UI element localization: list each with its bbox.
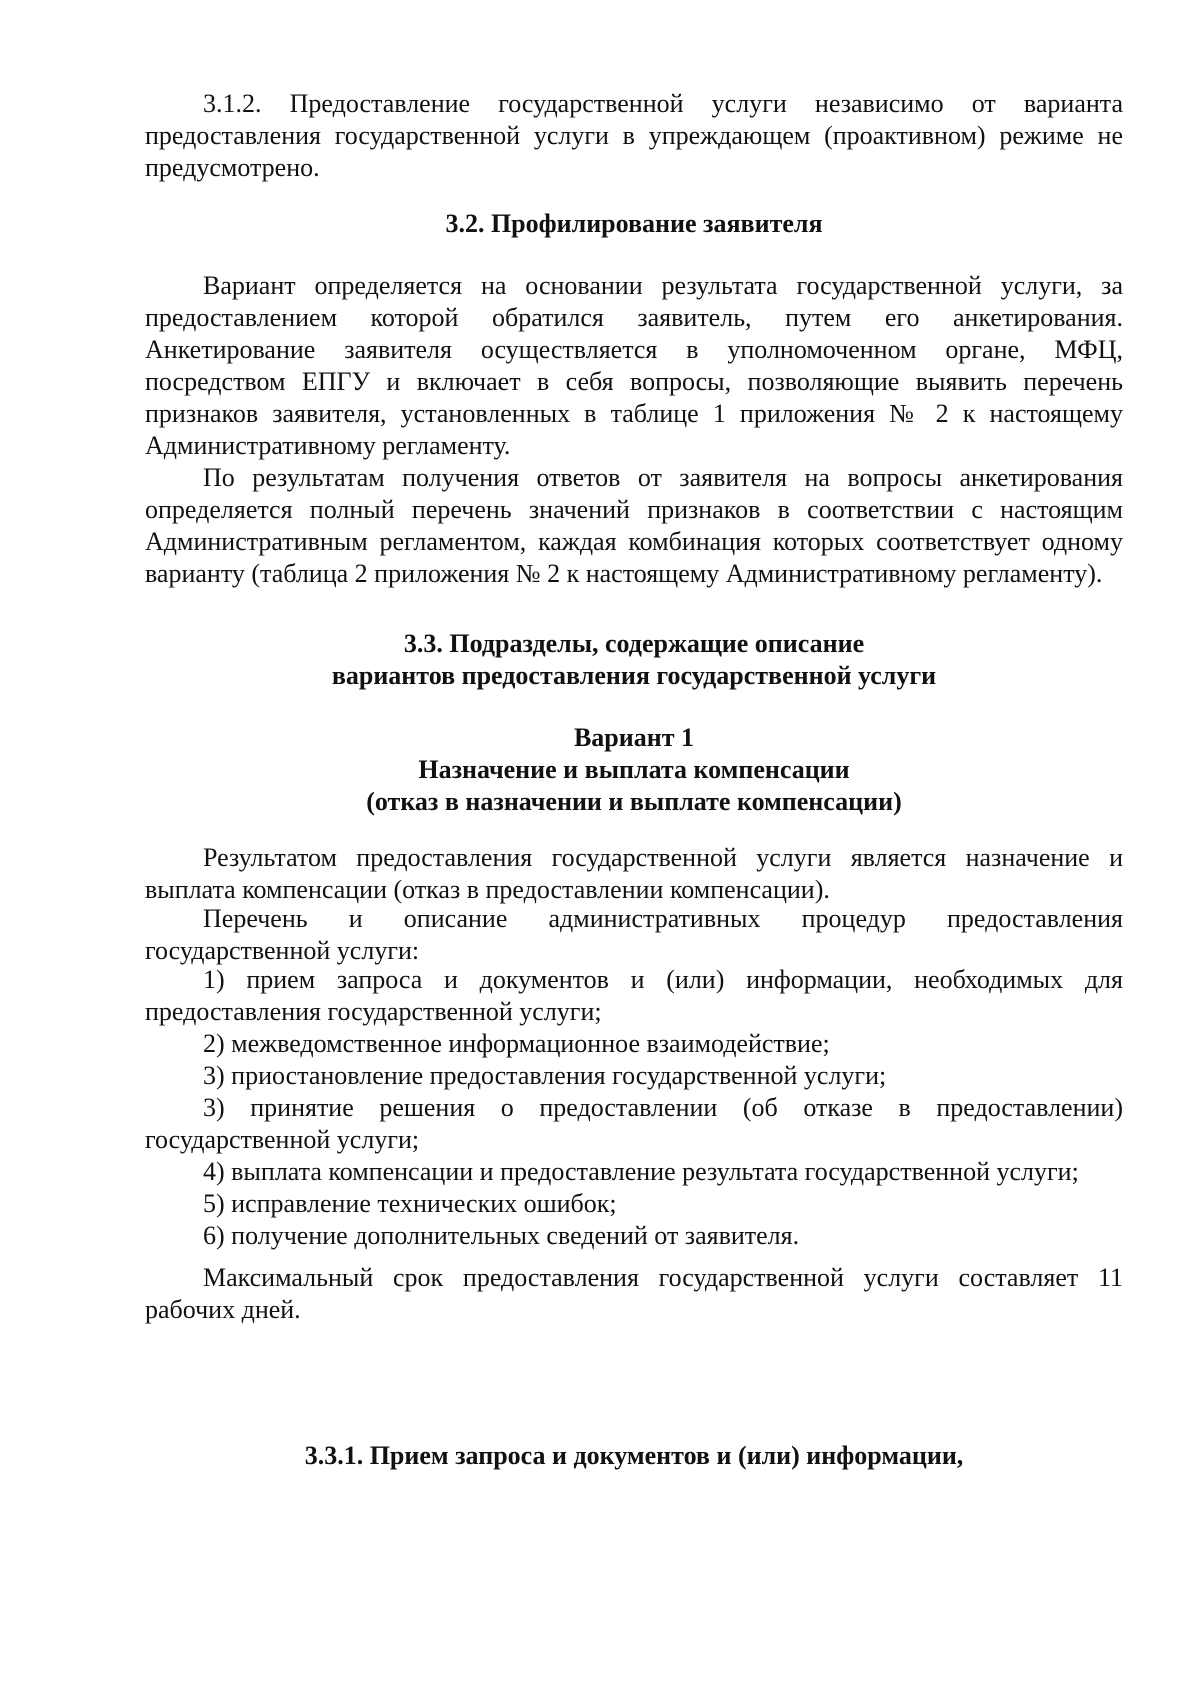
paragraph-list-intro: Перечень и описание административных процедур предоставления государственной услуги:: [145, 904, 1123, 965]
paragraph-3-1-2: 3.1.2. Предоставление государственной услуги независимо от варианта предоставления государственной услуги в упреждающем (проактивном) режиме не предусмотрено.: [145, 89, 1123, 182]
heading-3-3-line2: вариантов предоставления государственной услуги: [331, 661, 937, 690]
list-item: 6) получение дополнительных сведений от заявителя.: [203, 1221, 800, 1250]
heading-3-2: 3.2. Профилирование заявителя: [445, 209, 823, 238]
list-item: 5) исправление технических ошибок;: [203, 1189, 617, 1218]
heading-3-3: [145, 628, 1123, 692]
heading-3-3-line1: 3.3. Подразделы, содержащие описание: [403, 629, 865, 658]
paragraph-3-2-a: Вариант определяется на основании результата государственной услуги, за предоставлением которой обратился заявитель, путем его анкетирования. Анкетирование заявителя осуществляется в уполномоченном органе, МФЦ, посредством ЕПГУ и включает в себя вопросы, позволяющие выявить перечень признаков заявителя, установленных в таблице 1 приложения № 2 к настоящему Административному регламенту.: [145, 271, 1123, 460]
paragraph-max-term: Максимальный срок предоставления государственной услуги составляет 11 рабочих дней.: [145, 1263, 1123, 1324]
list-item: 1) прием запроса и документов и (или) информации, необходимых для предоставления государственной услуги;: [145, 965, 1123, 1026]
variant-title: Вариант 1: [573, 723, 695, 752]
list-item: 3) приостановление предоставления государственной услуги;: [203, 1061, 887, 1090]
paragraph-3-2-b: По результатам получения ответов от заявителя на вопросы анкетирования определяется полный перечень значений признаков в соответствии с настоящим Административным регламентом, каждая комбинация которых соответствует одному варианту (таблица 2 приложения № 2 к настоящему Административному регламенту).: [145, 463, 1123, 588]
list-item: 4) выплата компенсации и предоставление результата государственной услуги;: [203, 1157, 1079, 1186]
heading-3-3-1: 3.3.1. Прием запроса и документов и (или) информации,: [304, 1441, 964, 1470]
variant-subtitle: Назначение и выплата компенсации: [418, 755, 850, 784]
variant-subtitle-note: (отказ в назначении и выплате компенсации): [366, 787, 902, 816]
list-item: 2) межведомственное информационное взаимодействие;: [203, 1029, 830, 1058]
procedures-list: [145, 964, 1123, 1252]
heading-variant-1: [145, 722, 1123, 818]
list-item: 3) принятие решения о предоставлении (об отказе в предоставлении) государственной услуги;: [145, 1093, 1123, 1154]
paragraph-result: Результатом предоставления государственной услуги является назначение и выплата компенсации (отказ в предоставлении компенсации).: [145, 843, 1123, 904]
